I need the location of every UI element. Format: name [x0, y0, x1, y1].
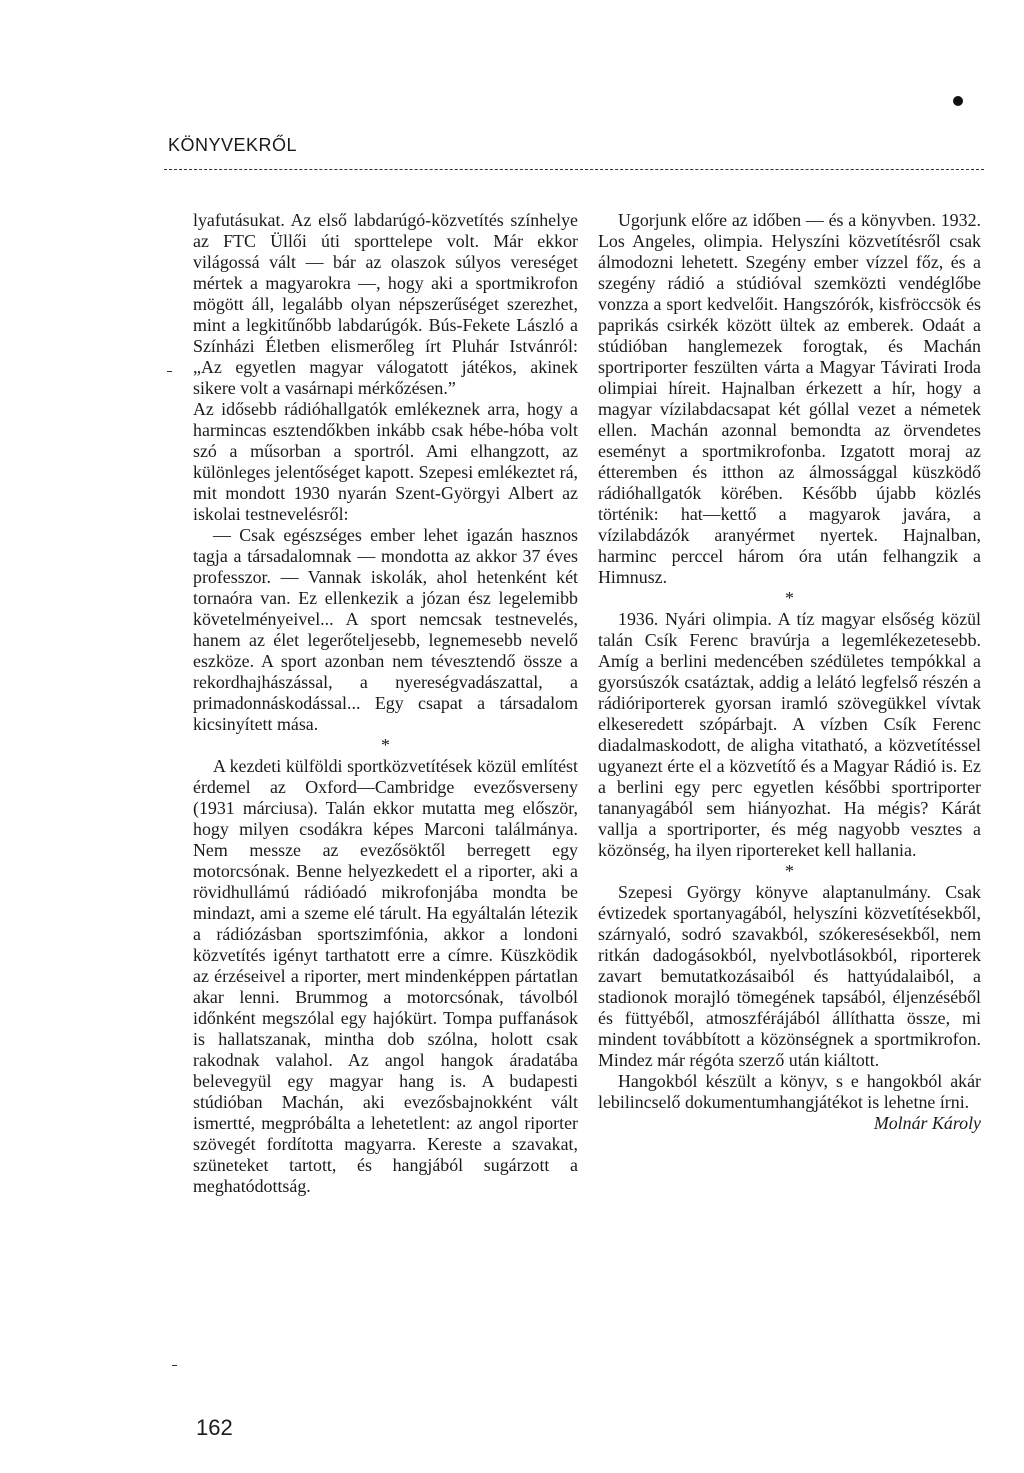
section-separator: * [381, 735, 390, 755]
right-column [598, 210, 981, 1134]
paragraph: — Csak egészséges ember lehet igazán hasznos tagja a társadalomnak — mondotta az akkor 37 éves professzor. — Vannak iskolák, ahol hetenként két tornaóra van. Ez ellenkezik a józan ész legelemibb követelményeivel... A sport nemcsak testnevelés, hanem az élet legerőteljesebb, legnemesebb nevelő eszköze. A sport azonban nem tévesztendő össze a rekordhajhászással, a nyereségvadászattal, a primadonnáskodással... Egy csapat a társadalom kicsinyített mása. [193, 525, 578, 734]
section-separator: * [785, 588, 794, 608]
paragraph: Ugorjunk előre az időben — és a könyvben. 1932. Los Angeles, olimpia. Helyszíni közvetítésről csak álmodozni lehetett. Szegény ember vízzel főz, és a szegény rádió a stúdióval szemközti vendéglőbe vonzza a sport kedvelőit. Hangszórók, kisfröccsök és paprikás csirkék között ültek az emberek. Odaát a stúdióban hanglemezek forogtak, és Machán sportriporter feszülten várta a Magyar Távirati Iroda olimpiai híreit. Hajnalban érkezett a hír, hogy a magyar vízilabdacsapat két góllal vezet a németek ellen. Machán azonnal bemondta az örvendetes eseményt a sportmikrofonba. Izgatott moraj az étteremben és itthon az álmossággal küszködő rádióhallgatók körében. Később újabb közlés történik: hat—kettő a magyarok javára, a vízilabdázók aranyérmet nyertek. Hajnalban, harminc perccel három óra után felhangzik a Himnusz. [598, 210, 981, 587]
margin-mark [172, 1365, 177, 1366]
section-header: KÖNYVEKRŐL [168, 135, 298, 155]
margin-mark [167, 371, 172, 372]
left-column [193, 210, 578, 1197]
paragraph: A kezdeti külföldi sportközvetítések közül említést érdemel az Oxford—Cambridge evezősverseny (1931 márciusa). Talán ekkor mutatta meg először, hogy milyen csodákra képes Marconi találmánya. Nem messze az evezősöktől berregett egy motorcsónak. Benne helyezkedett el a riporter, aki a rövidhullámú rádióadó mikrofonjába mondta be mindazt, ami a szeme elé tárult. Ha egyáltalán létezik a rádiózásban sportszimfónia, akkor a londoni közvetítés igényt tarthatott erre a címre. Küszködik az érzéseivel a riporter, mert mindenképpen pártatlan akar lenni. Brummog a motorcsónak, távolból időnként megszólal egy hajókürt. Tompa puffanások is hallatszanak, mintha dob szólna, holott csak rakodnak valahol. Az angol hangok áradatába belevegyül egy magyar hang is. A budapesti stúdióban Machán, aki evezősbajnokként vált ismertté, megpróbálta a lehetetlent: az angol riporter szövegét fordította magyarra. Kereste a szavakat, szüneteket tartott, és hangjából sugárzott a meghatódottság. [193, 756, 578, 1196]
paragraph: Szepesi György könyve alaptanulmány. Csak évtizedek sportanyagából, helyszíni közvetítésekből, szárnyaló, sodró szavakból, szókeresésekből, nem ritkán dadogásokból, nyelvbotlásokból, riporterek zavart bemutatkozásaiból és hattyúdalaiból, a stadionok morajló tömegének tapsából, éljenzéséből és füttyéből, atmoszférájából állíthatta össze, mi mindent továbbított a közönségnek a sportmikrofon. Mindez már régóta szerző után kiáltott. [598, 882, 981, 1070]
section-separator: * [785, 861, 794, 881]
paragraph: lyafutásukat. Az első labdarúgó-közvetítés színhelye az FTC Üllői úti sporttelepe volt. Már ekkor világossá vált — bár az olaszok súlyos vereséget mértek a magyarokra —, hogy aki a sportmikrofon mögött áll, legalább olyan népszerűséget szerezhet, mint a legkitűnőbb labdarúgók. Bús-Fekete László a Színházi Életben elismerőleg írt Pluhár Istvánról: „Az egyetlen magyar válogatott játékos, akinek sikere volt a vasárnapi mérkőzésen.” [193, 210, 578, 398]
paragraph: 1936. Nyári olimpia. A tíz magyar elsőség közül talán Csík Ferenc bravúrja a legemlékezetesebb. Amíg a berlini medencében szédületes tempókkal a gyorsúszók csatáztak, addig a lelátó legfelső részén a rádióriporterek gyorsan iramló szövegükkel vívtak elkeseredett szópárbajt. A vízben Csík Ferenc diadalmaskodott, de aligha vitatható, a közvetítéssel ugyanezt érte el a közvetítő és a Magyar Rádió is. Ez a berlini egy perc egyetlen későbbi sportriporter tananyagából sem hiányozhat. Ha mégis? Kárát vallja a sportriporter, és még nagyobb vesztes a közönség, ha ilyen riportereket kell hallania. [598, 609, 981, 860]
paragraph: Az idősebb rádióhallgatók emlékeznek arra, hogy a harmincas esztendőkben inkább csak hébe-hóba volt szó a műsorban a sportról. Ami elhangzott, az különleges jelentőséget kapott. Szepesi emlékeztet rá, mit mondott 1930 nyarán Szent-Györgyi Albert az iskolai testnevelésről: [193, 399, 579, 524]
header-rule [164, 169, 984, 170]
author-signature: Molnár Károly [873, 1113, 981, 1133]
paragraph: Hangokból készült a könyv, s e hangokból akár lebilincselő dokumentumhangjátékot is lehetne írni. [598, 1071, 981, 1112]
corner-dot-icon [953, 96, 963, 106]
page-number: 162 [196, 1415, 233, 1440]
